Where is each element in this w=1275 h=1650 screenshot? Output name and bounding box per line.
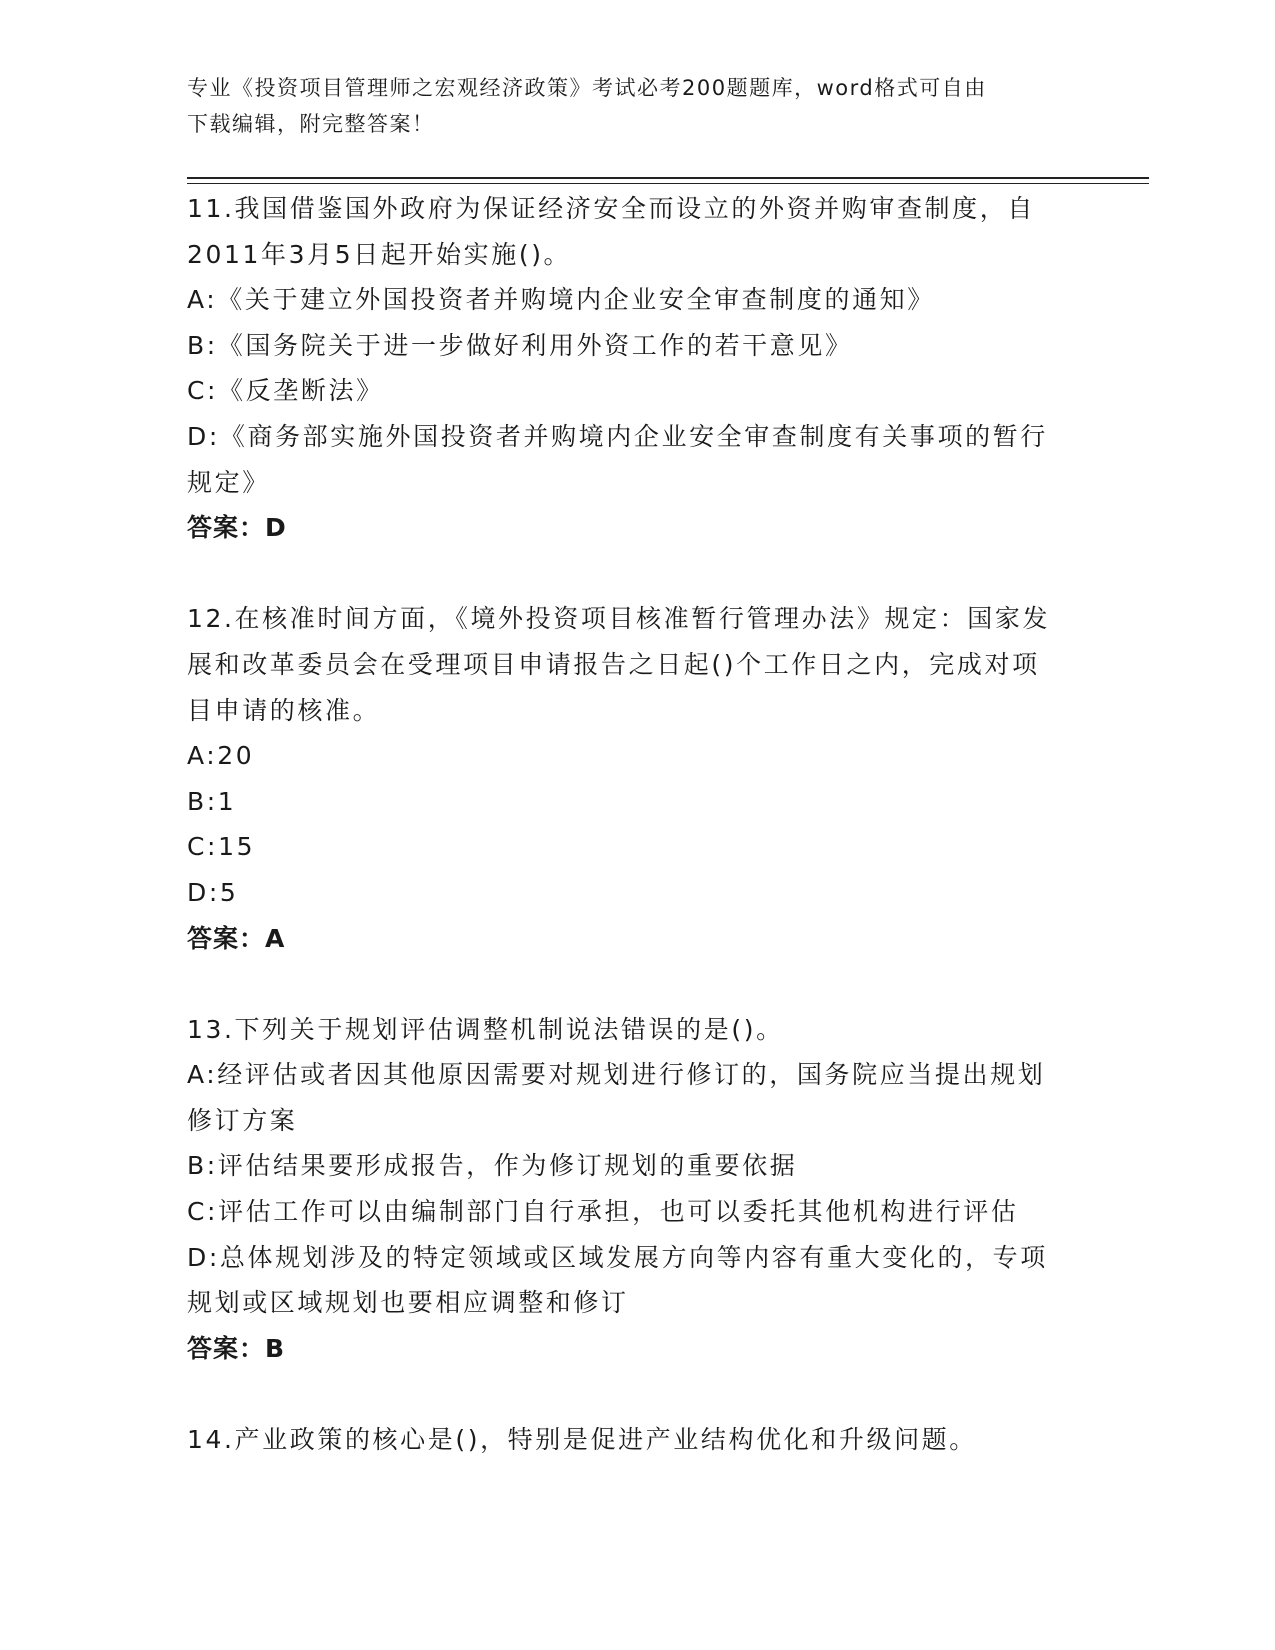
question-gap <box>187 961 1067 1007</box>
question-14 <box>187 1417 1067 1463</box>
option-a: A:经评估或者因其他原因需要对规划进行修订的，国务院应当提出规划修订方案 <box>187 1060 1046 1135</box>
question-gap <box>187 1371 1067 1417</box>
question-stem: 14.产业政策的核心是()，特别是促进产业结构优化和升级问题。 <box>187 1425 977 1455</box>
document-header: 专业《投资项目管理师之宏观经济政策》考试必考200题题库，word格式可自由 下载编辑，附完整答案！ <box>187 76 987 136</box>
option-a: A:《关于建立外国投资者并购境内企业安全审查制度的通知》 <box>187 285 935 315</box>
question-13 <box>187 1007 1067 1372</box>
header-divider-thin <box>187 183 1149 184</box>
question-list <box>187 186 1067 1463</box>
question-stem: 13.下列关于规划评估调整机制说法错误的是()。 <box>187 1014 784 1044</box>
option-c: C:15 <box>187 832 256 862</box>
option-d: D:《商务部实施外国投资者并购境内企业安全审查制度有关事项的暂行规定》 <box>187 421 1048 497</box>
question-stem: 12.在核准时间方面，《境外投资项目核准暂行管理办法》规定：国家发展和改革委员会在受理项目申请报告之日起()个工作日之内，完成对项目申请的核准。 <box>187 604 1051 725</box>
option-a: A:20 <box>187 741 255 771</box>
option-b: B:《国务院关于进一步做好利用外资工作的若干意见》 <box>187 330 853 360</box>
question-12 <box>187 596 1067 961</box>
answer-line: 答案：D <box>187 513 287 543</box>
option-d: D:总体规划涉及的特定领域或区域发展方向等内容有重大变化的，专项规划或区域规划也要相应调整和修订 <box>187 1242 1048 1318</box>
option-c: C:《反垄断法》 <box>187 376 384 406</box>
option-c: C:评估工作可以由编制部门自行承担，也可以委托其他机构进行评估 <box>187 1197 1019 1227</box>
header-divider-thick <box>187 177 1149 179</box>
option-b: B:评估结果要形成报告，作为修订规划的重要依据 <box>187 1151 798 1181</box>
question-stem: 11.我国借鉴国外政府为保证经济安全而设立的外资并购审查制度，自2011年3月5日起开始实施()。 <box>187 194 1035 269</box>
option-d: D:5 <box>187 877 239 907</box>
option-b: B:1 <box>187 786 237 816</box>
answer-line: 答案：A <box>187 923 286 953</box>
answer-line: 答案：B <box>187 1333 286 1363</box>
question-11 <box>187 186 1067 551</box>
question-gap <box>187 551 1067 597</box>
